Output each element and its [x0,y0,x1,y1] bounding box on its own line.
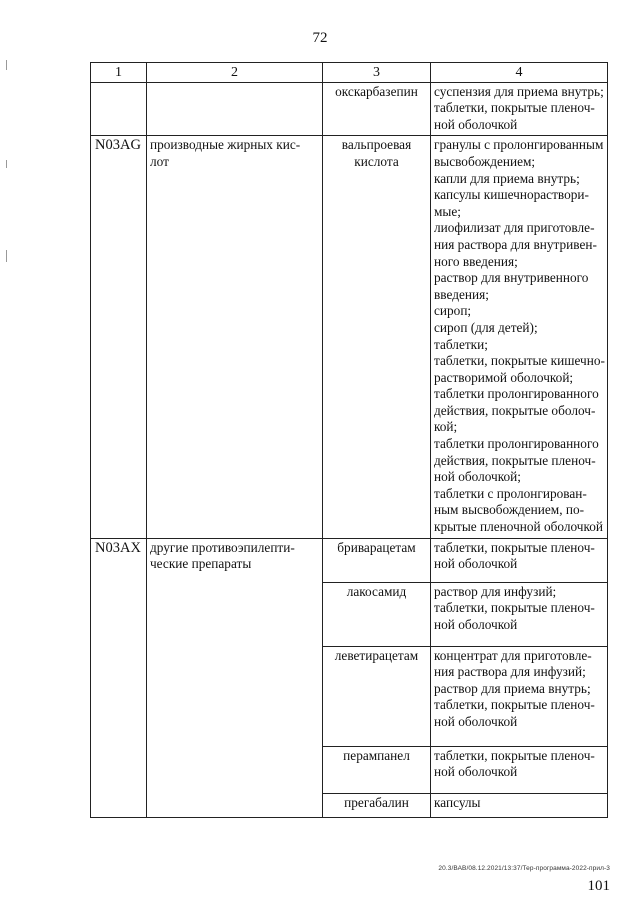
dosage-form-line: ной оболочкой [434,116,518,132]
dosage-form-line: сироп (для детей); [434,319,538,335]
group-name-line: ческие препараты [150,556,252,572]
dosage-form-line: лиофилизат для приготовле- [434,220,595,236]
dosage-forms-cell [431,582,608,646]
drug-name-cell [323,582,431,646]
group-name-line: производные жирных кис- [150,137,301,153]
column-header: 4 [431,63,608,83]
drug-name-cell [323,82,431,136]
dosage-form-line: ным высвобождением, по- [434,502,585,518]
scan-margin-mark [6,160,7,168]
table-body [91,82,608,817]
dosage-forms-cell [431,82,608,136]
drug-name-cell [323,646,431,746]
dosage-form-line: введения; [434,286,489,302]
dosage-form-line: действия, покрытые оболоч- [434,402,596,418]
dosage-forms-cell [431,646,608,746]
drug-name-line: леветирацетам [334,647,419,663]
dosage-form-line: растворимой оболочкой; [434,369,574,385]
column-header: 2 [147,63,323,83]
dosage-forms-cell [431,538,608,582]
dosage-form-line: таблетки, покрытые пленоч- [434,697,595,713]
group-name-line: другие противоэпилепти- [150,539,295,555]
dosage-form-line: суспензия для приема внутрь; [434,83,604,99]
dosage-form-line: гранулы с пролонгированным [434,137,604,153]
drug-name-line: лакосамид [346,583,407,599]
dosage-form-line: ной оболочкой [434,616,518,632]
dosage-form-line: раствор для инфузий; [434,583,557,599]
group-name-cell [147,82,323,136]
table-row [91,538,608,582]
dosage-form-line: таблетки с пролонгирован- [434,485,587,501]
dosage-form-line: мые; [434,203,461,219]
dosage-forms-cell [431,136,608,538]
dosage-forms-cell [431,793,608,817]
dosage-form-line: капсулы [434,794,481,810]
dosage-form-line: концентрат для приготовле- [434,647,592,663]
dosage-form-line: кой; [434,419,458,435]
dosage-form-line: сироп; [434,303,472,319]
column-header: 3 [323,63,431,83]
drug-name-cell [323,793,431,817]
dosage-forms-cell [431,746,608,793]
dosage-form-line: таблетки, покрытые кишечно- [434,353,605,369]
dosage-form-line: действия, покрытые пленоч- [434,452,596,468]
atc-code-cell [91,82,147,136]
drug-name-cell [323,538,431,582]
dosage-form-line: ния раствора для инфузий; [434,664,586,680]
dosage-form-line: ной оболочкой [434,764,518,780]
table-row [91,82,608,136]
table-row [91,136,608,538]
dosage-form-line: ной оболочкой [434,556,518,572]
dosage-form-line: ной оболочкой [434,714,518,729]
dosage-form-line: таблетки пролонгированного [434,436,599,452]
drug-name-cell [323,136,431,538]
dosage-form-line: таблетки, покрытые пленоч- [434,747,595,763]
group-name-line: лот [150,153,169,169]
page-number-top: 72 [312,30,328,46]
atc-code-cell: N03AX [91,538,147,817]
dosage-form-line: раствор для внутривенного [434,270,589,286]
dosage-form-line: капли для приема внутрь; [434,170,580,186]
dosage-form-line: высвобождением; [434,153,536,169]
dosage-form-line: таблетки, покрытые пленоч- [434,600,595,616]
drug-name-line: вальпроевая [341,137,412,153]
group-name-cell [147,538,323,817]
table-header-row [91,63,608,83]
drug-name-line: кислота [354,153,399,169]
dosage-form-line: ного введения; [434,253,518,269]
dosage-form-line: таблетки, покрытые пленоч- [434,539,595,555]
medication-table [90,62,608,818]
drug-name-cell [323,746,431,793]
scan-margin-mark [6,60,7,70]
drug-name-line: перампанел [343,747,410,763]
footer-stamp: 20.3/ВАВ/08.12.2021/13:37/Тер-программа-2022-прил-3 [438,865,610,872]
dosage-form-line: крытые пленочной оболочкой [434,519,604,535]
dosage-form-line: раствор для приема внутрь; [434,680,591,696]
page-number-bottom: 101 [587,878,610,894]
dosage-form-line: таблетки, покрытые пленоч- [434,100,595,116]
atc-code-cell: N03AG [91,136,147,538]
dosage-form-line: ния раствора для внутривен- [434,236,597,252]
drug-name-line: бриварацетам [337,539,416,555]
dosage-form-line: капсулы кишечнораствори- [434,187,589,203]
drug-name-line: окскарбазепин [335,83,418,99]
scan-margin-mark [6,250,7,262]
group-name-cell [147,136,323,538]
dosage-form-line: ной оболочкой; [434,469,521,485]
column-header: 1 [91,63,147,83]
dosage-form-line: таблетки; [434,336,488,352]
drug-name-line: прегабалин [344,794,409,810]
dosage-form-line: таблетки пролонгированного [434,386,599,402]
